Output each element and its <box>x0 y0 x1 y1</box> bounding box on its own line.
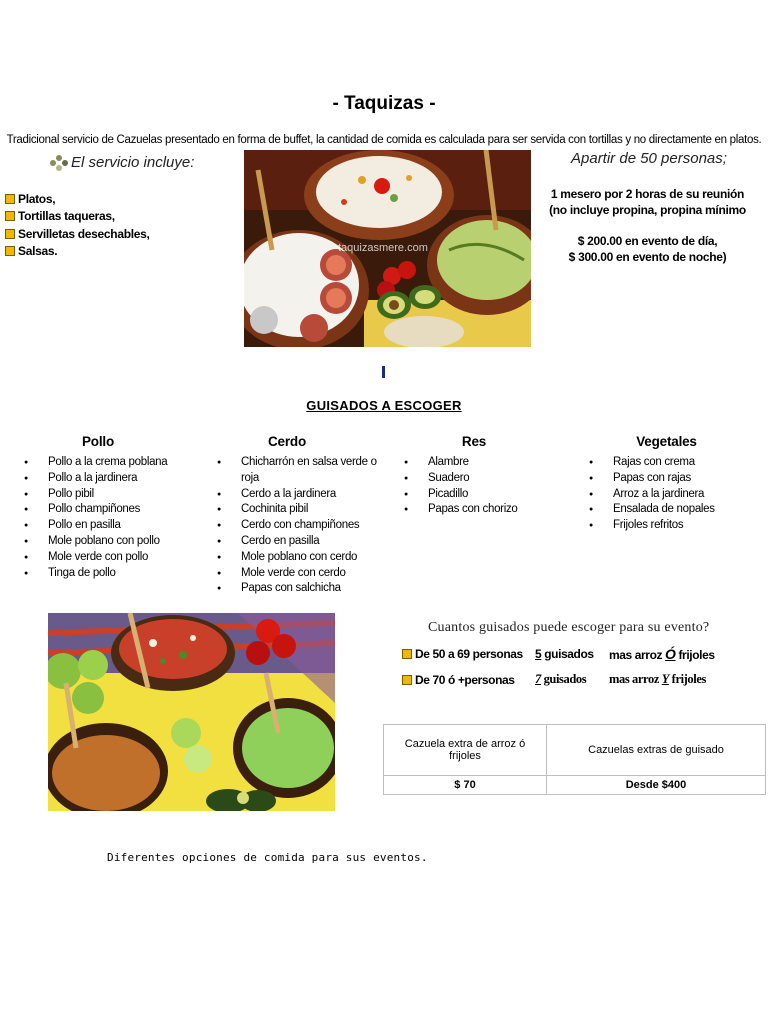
pricing-info <box>540 186 755 265</box>
list-item: ● Pollo a la jardinera <box>24 471 194 487</box>
option-guisados: 5 guisados <box>535 647 594 661</box>
option-extra: mas arroz Ó frijoles <box>609 646 715 662</box>
photo-watermark: taquizasmere.com <box>338 242 428 254</box>
servicio-heading-text: El servicio incluye: <box>71 154 195 171</box>
list-item: ● Papas con chorizo <box>404 502 564 518</box>
square-bullet-icon <box>5 211 15 221</box>
column-title: Cerdo <box>267 434 306 449</box>
servicio-item: Salsas. <box>5 243 150 261</box>
list-item: ● Cerdo a la jardinera <box>217 487 387 503</box>
list-item: ● Alambre <box>404 455 564 471</box>
list-item: ● Ensalada de nopales <box>589 502 749 518</box>
option-row <box>402 672 706 687</box>
guisados-heading: GUISADOS A ESCOGER <box>306 398 462 413</box>
servicio-item: Tortillas taqueras, <box>5 208 150 226</box>
list-item: ● Pollo a la crema poblana <box>24 455 194 471</box>
page-title: - Taquizas - <box>332 93 436 114</box>
list-item: ● Picadillo <box>404 487 564 503</box>
column-res <box>404 434 564 518</box>
list-item: ● Cochinita pibil <box>217 502 387 518</box>
square-bullet-icon <box>5 246 15 256</box>
list-item: ● Tinga de pollo <box>24 566 194 582</box>
servicio-item: Servilletas desechables, <box>5 225 150 243</box>
text-cursor <box>382 366 385 378</box>
cuantos-heading: Cuantos guisados puede escoger para su evento? <box>428 620 710 635</box>
column-vegetales <box>589 434 749 534</box>
list-item: ● Mole poblano con pollo <box>24 534 194 550</box>
servicio-list <box>5 190 150 260</box>
photo-caption: Diferentes opciones de comida para sus eventos. <box>107 851 428 864</box>
list-item: ● Mole poblano con cerdo <box>217 550 387 566</box>
option-range: De 50 a 69 personas <box>415 647 523 661</box>
list-item: ● Cerdo en pasilla <box>217 534 387 550</box>
bullet-dots-icon <box>50 155 68 171</box>
price-day: $ 200.00 en evento de día, <box>577 234 718 248</box>
table-cell: Cazuelas extras de guisado <box>547 725 766 776</box>
list-item: ● Rajas con crema <box>589 455 749 471</box>
list-item: ● Arroz a la jardinera <box>589 487 749 503</box>
propina-text: (no incluye propina, propina mínimo <box>549 203 746 217</box>
list-item: ● Cerdo con champiñones <box>217 518 387 534</box>
option-range: De 70 ó +personas <box>415 672 515 687</box>
pricing-heading: Apartir de 50 personas; <box>571 150 727 167</box>
table-cell: Desde $400 <box>547 776 766 795</box>
column-title: Res <box>461 434 487 449</box>
option-extra: mas arroz Y frijoles <box>609 672 706 686</box>
table-row <box>384 776 766 795</box>
list-item: ● Frijoles refritos <box>589 518 749 534</box>
column-title: Pollo <box>82 434 114 449</box>
table-cell: $ 70 <box>384 776 547 795</box>
list-item: ● Mole verde con pollo <box>24 550 194 566</box>
salsas-photo <box>48 613 335 811</box>
list-item: ● Pollo en pasilla <box>24 518 194 534</box>
square-bullet-icon <box>5 229 15 239</box>
intro-text: Tradicional servicio de Cazuelas presentado en forma de buffet, la cantidad de comida es calculada para ser servida con tortillas y no directamente en platos. <box>6 134 762 146</box>
price-night: $ 300.00 en evento de noche) <box>568 250 727 264</box>
square-bullet-icon <box>5 194 15 204</box>
table-row <box>384 725 766 776</box>
list-item: ● Chicharrón en salsa verde o roja <box>217 455 387 487</box>
square-bullet-icon <box>402 649 412 659</box>
list-item: ● Pollo pibil <box>24 487 194 503</box>
square-bullet-icon <box>402 675 412 685</box>
column-title: Vegetales <box>636 434 697 449</box>
servicio-item: Platos, <box>5 190 150 208</box>
list-item: ● Papas con rajas <box>589 471 749 487</box>
option-guisados: 7 guisados <box>535 672 587 686</box>
list-item: ● Suadero <box>404 471 564 487</box>
buffet-photo <box>244 150 531 347</box>
list-item: ● Mole verde con cerdo <box>217 566 387 582</box>
option-row <box>402 646 715 662</box>
table-cell: Cazuela extra de arroz ó frijoles <box>384 725 547 776</box>
list-item: ● Papas con salchicha <box>217 581 387 597</box>
list-item: ● Pollo champiñones <box>24 502 194 518</box>
extras-table <box>383 724 766 795</box>
servicio-heading <box>50 154 194 171</box>
mesero-text: 1 mesero por 2 horas de su reunión <box>550 187 745 201</box>
column-pollo <box>24 434 194 581</box>
column-cerdo <box>217 434 387 597</box>
